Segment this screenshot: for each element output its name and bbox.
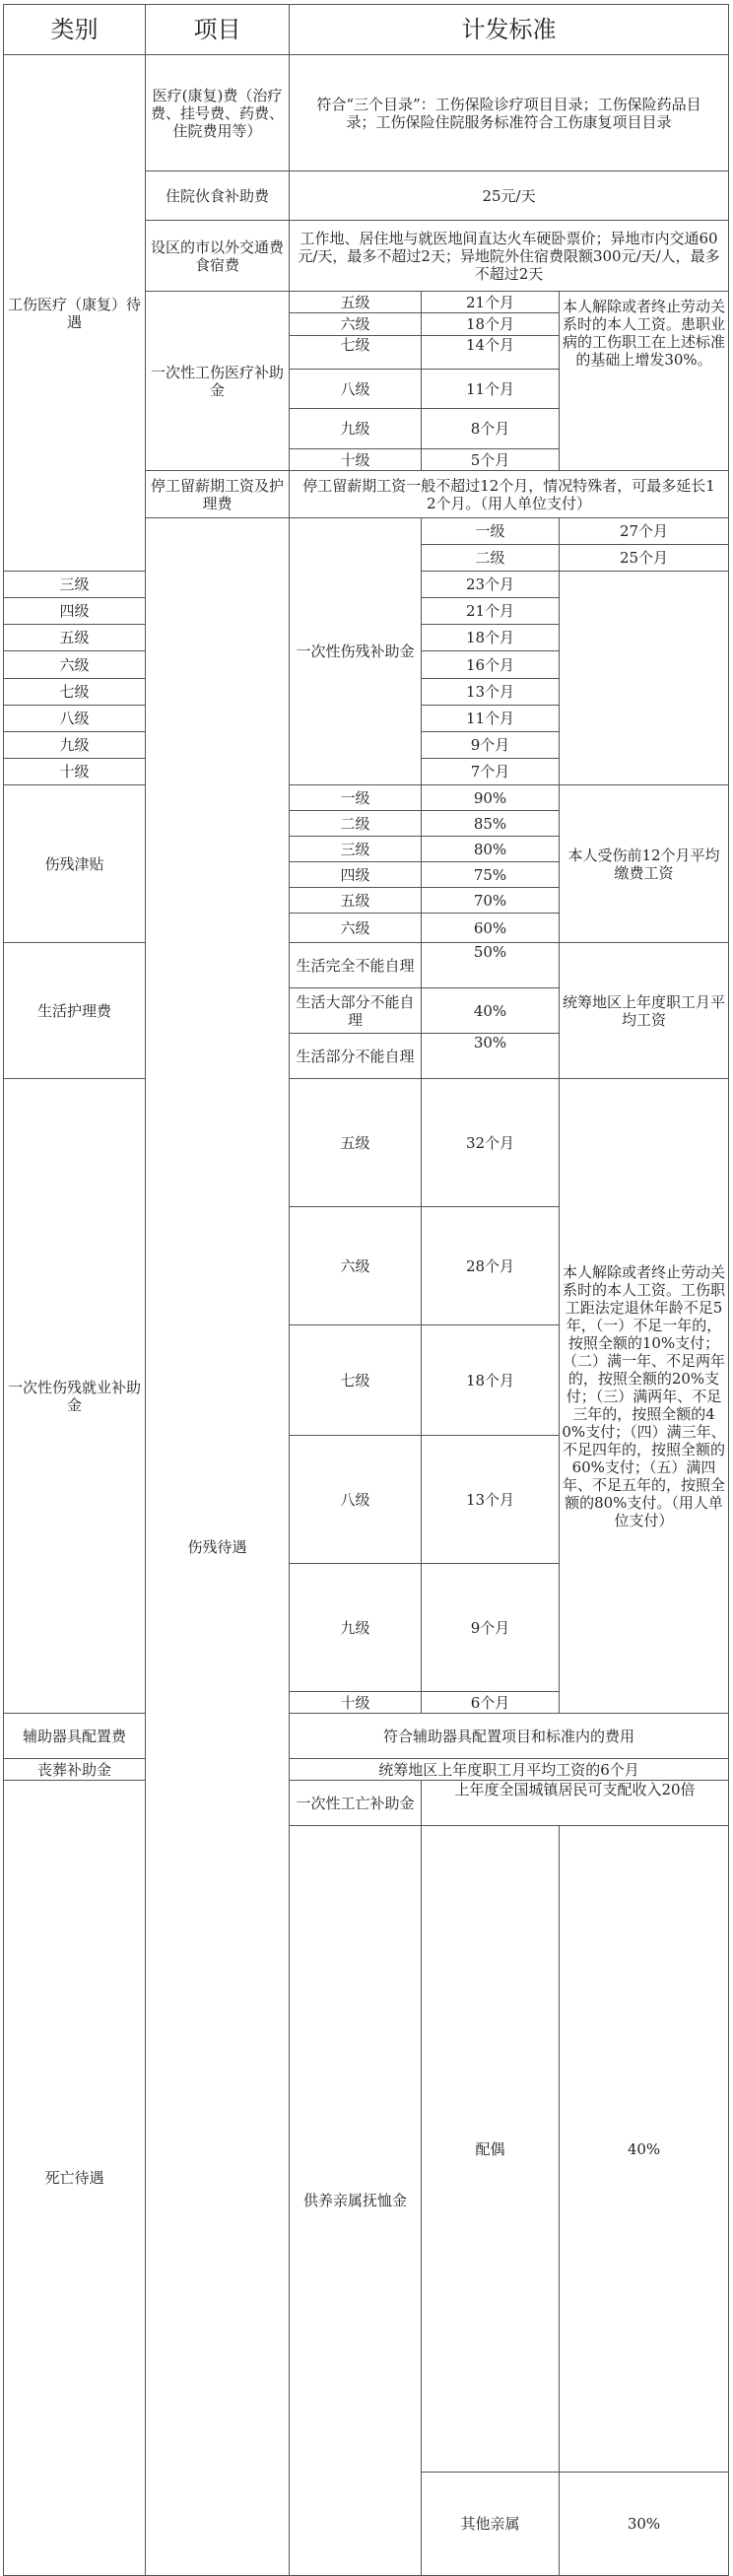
amount-cell: 16个月 [422, 651, 560, 678]
table-row [4, 785, 729, 811]
grade-cell: 八级 [290, 1436, 422, 1564]
grade-cell: 八级 [290, 370, 422, 409]
category-medical-treatment: 工伤医疗（康复）待遇 [4, 55, 146, 572]
grade-cell: 十级 [290, 1692, 422, 1714]
amount-cell: 30% [560, 2473, 729, 2576]
amount-cell: 6个月 [422, 1692, 560, 1714]
grade-cell: 七级 [290, 336, 422, 370]
header-category: 类别 [4, 5, 146, 55]
grade-cell: 十级 [4, 758, 146, 784]
amount-cell: 70% [422, 888, 560, 914]
grade-cell: 九级 [4, 731, 146, 758]
amount-cell: 13个月 [422, 1436, 560, 1564]
grade-cell: 五级 [290, 1079, 422, 1207]
category-death: 死亡待遇 [4, 1781, 146, 2576]
amount-cell: 11个月 [422, 370, 560, 409]
table-row [4, 1759, 729, 1781]
amount-cell: 18个月 [422, 313, 560, 336]
amount-cell: 9个月 [422, 1564, 560, 1692]
grade-cell: 一级 [422, 518, 560, 545]
amount-cell: 90% [422, 785, 560, 811]
benefits-table [3, 4, 729, 2576]
amount-cell: 8个月 [422, 409, 560, 449]
amount-cell: 75% [422, 862, 560, 888]
amount-cell: 11个月 [422, 705, 560, 731]
grade-cell: 二级 [290, 811, 422, 837]
amount-cell: 7个月 [422, 758, 560, 784]
item-assist-device: 辅助器具配置费 [4, 1714, 146, 1759]
grade-cell: 一级 [290, 785, 422, 811]
grade-cell: 十级 [290, 449, 422, 471]
grade-cell: 二级 [422, 545, 560, 572]
amount-cell: 27个月 [560, 518, 729, 545]
standard-death-subsidy: 上年度全国城镇居民可支配收入20倍 [422, 1781, 729, 1826]
amount-cell: 21个月 [422, 598, 560, 625]
item-disability-subsidy: 一次性伤残补助金 [290, 518, 422, 785]
table-row [4, 1781, 729, 1826]
item-travel-fee: 设区的市以外交通费食宿费 [146, 221, 290, 292]
table-row [4, 1714, 729, 1759]
grade-cell: 生活大部分不能自理 [290, 988, 422, 1034]
grade-cell: 配偶 [422, 1826, 560, 2473]
grade-cell: 五级 [290, 292, 422, 313]
item-death-subsidy: 一次性工亡补助金 [290, 1781, 422, 1826]
amount-cell: 50% [422, 943, 560, 988]
amount-cell: 85% [422, 811, 560, 837]
amount-cell: 18个月 [422, 1325, 560, 1436]
table-row [4, 1079, 729, 1207]
amount-cell: 32个月 [422, 1079, 560, 1207]
grade-cell: 五级 [290, 888, 422, 914]
item-leave-wage: 停工留薪期工资及护理费 [146, 471, 290, 518]
amount-cell: 21个月 [422, 292, 560, 313]
item-medical-fee: 医疗(康复)费（治疗费、挂号费、药费、住院费用等） [146, 55, 290, 171]
item-pension: 供养亲属抚恤金 [290, 1826, 422, 2576]
grade-cell: 六级 [290, 914, 422, 943]
standard-travel-fee: 工作地、居住地与就医地间直达火车硬卧票价；异地市内交通60元/天，最多不超过2天；异地院外住宿费限额300元/天/人，最多不超过2天 [290, 221, 729, 292]
grade-cell: 其他亲属 [422, 2473, 560, 2576]
amount-cell: 9个月 [422, 731, 560, 758]
amount-cell: 80% [422, 837, 560, 862]
item-medical-subsidy: 一次性工伤医疗补助金 [146, 292, 290, 471]
item-care-fee: 生活护理费 [4, 943, 146, 1079]
grade-cell: 三级 [4, 572, 146, 598]
amount-cell: 14个月 [422, 336, 560, 370]
grade-cell: 六级 [290, 313, 422, 336]
header-item: 项目 [146, 5, 290, 55]
amount-cell: 30% [422, 1034, 560, 1079]
grade-cell: 六级 [4, 651, 146, 678]
category-disability: 伤残待遇 [146, 518, 290, 2576]
grade-cell: 四级 [290, 862, 422, 888]
amount-cell: 60% [422, 914, 560, 943]
note-allowance: 本人受伤前12个月平均缴费工资 [560, 785, 729, 943]
grade-cell: 四级 [4, 598, 146, 625]
table-row [4, 55, 729, 171]
grade-cell: 生活部分不能自理 [290, 1034, 422, 1079]
grade-cell: 七级 [4, 678, 146, 705]
item-employment-subsidy: 一次性伤残就业补助金 [4, 1079, 146, 1714]
grade-cell: 九级 [290, 409, 422, 449]
standard-food-subsidy: 25元/天 [290, 171, 729, 221]
standard-medical-fee: 符合“三个目录”：工伤保险诊疗项目目录；工伤保险药品目录；工伤保险住院服务标准符合工伤康复项目目录 [290, 55, 729, 171]
standard-leave-wage: 停工留薪期工资一般不超过12个月，情况特殊者，可最多延长12个月。（用人单位支付） [290, 471, 729, 518]
amount-cell: 18个月 [422, 625, 560, 651]
header-row [4, 5, 729, 55]
item-allowance: 伤残津贴 [4, 785, 146, 943]
item-funeral: 丧葬补助金 [4, 1759, 146, 1781]
amount-cell: 5个月 [422, 449, 560, 471]
note-employment-subsidy: 本人解除或者终止劳动关系时的本人工资。工伤职工距法定退休年龄不足5年，（一）不足一年的，按照全额的10%支付；（二）满一年、不足两年的，按照全额的20%支付；（三）满两年、不足三年的，按照全额的40%支付；（四）满三年、不足四年的，按照全额的60%支付；（五）满四年、不足五年的，按照全额的80%支付。（用人单位支付） [560, 1079, 729, 1714]
note-medical-subsidy: 本人解除或者终止劳动关系时的本人工资。患职业病的工伤职工在上述标准的基础上增发30%。 [560, 292, 729, 471]
table-row [4, 943, 729, 988]
grade-cell: 五级 [4, 625, 146, 651]
grade-cell: 六级 [290, 1207, 422, 1325]
amount-cell: 40% [422, 988, 560, 1034]
amount-cell: 40% [560, 1826, 729, 2473]
amount-cell: 23个月 [422, 572, 560, 598]
grade-cell: 九级 [290, 1564, 422, 1692]
standard-assist-device: 符合辅助器具配置项目和标准内的费用 [290, 1714, 729, 1759]
grade-cell: 八级 [4, 705, 146, 731]
standard-funeral: 统筹地区上年度职工月平均工资的6个月 [290, 1759, 729, 1781]
note-care-fee: 统筹地区上年度职工月平均工资 [560, 943, 729, 1079]
grade-cell: 三级 [290, 837, 422, 862]
grade-cell: 七级 [290, 1325, 422, 1436]
amount-cell: 25个月 [560, 545, 729, 572]
item-food-subsidy: 住院伙食补助费 [146, 171, 290, 221]
amount-cell: 13个月 [422, 678, 560, 705]
amount-cell: 28个月 [422, 1207, 560, 1325]
header-standard: 计发标准 [290, 5, 729, 55]
grade-cell: 生活完全不能自理 [290, 943, 422, 988]
